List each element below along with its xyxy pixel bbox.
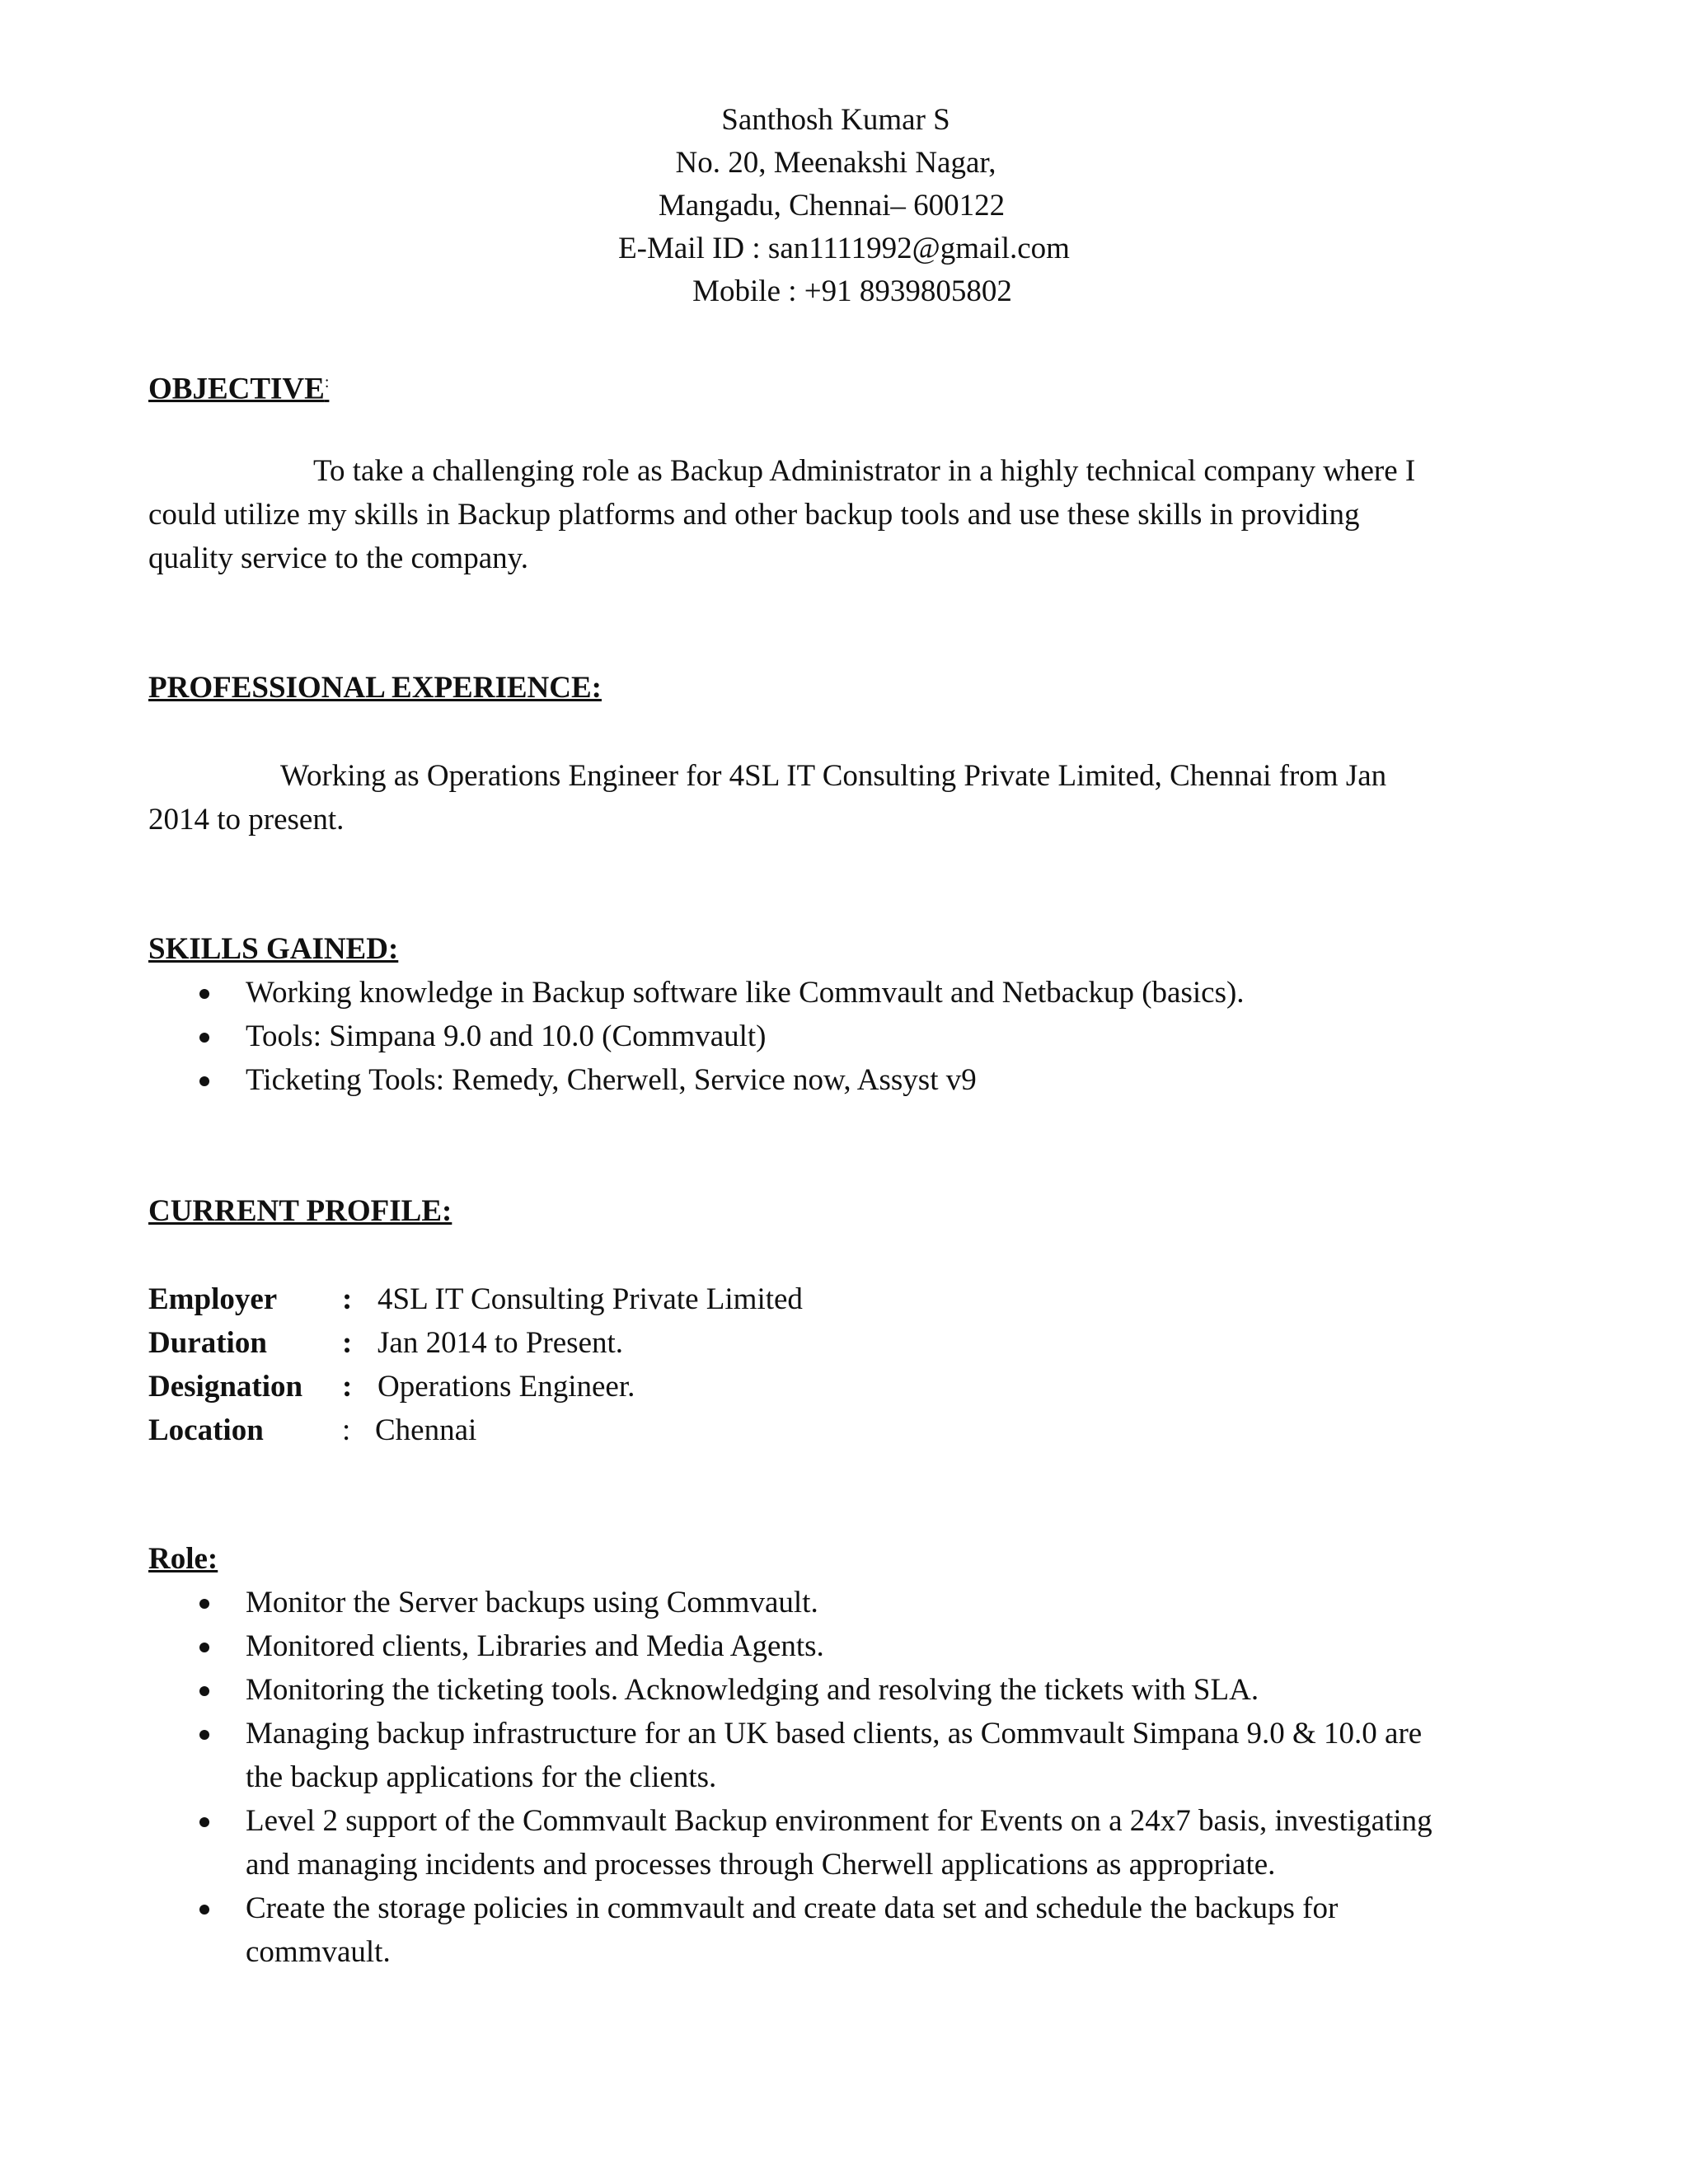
skill-item: Tools: Simpana 9.0 and 10.0 (Commvault): [148, 1015, 1550, 1058]
profile-sep: :: [342, 1282, 353, 1316]
address-line-2: Mangadu, Chennai– 600122: [658, 189, 1006, 223]
role-item: [148, 1624, 1550, 1668]
profile-sep: :: [342, 1370, 353, 1404]
objective-line: quality service to the company.: [148, 541, 528, 575]
role-item-line: Monitor the Server backups using Commvault.: [246, 1586, 818, 1619]
profile-value: 4SL IT Consulting Private Limited: [377, 1282, 803, 1316]
email-line: E-Mail ID : san1111992@gmail.com: [618, 232, 1070, 265]
profile-heading: CURRENT PROFILE:: [148, 1194, 452, 1228]
role-item-line: and managing incidents and processes through Cherwell applications as appropriate.: [246, 1848, 1276, 1882]
skill-item: Ticketing Tools: Remedy, Cherwell, Service now, Assyst v9: [148, 1058, 1550, 1102]
role-item-line: Level 2 support of the Commvault Backup environment for Events on a 24x7 basis, investigating: [246, 1804, 1432, 1838]
profile-row-duration: [148, 1321, 1137, 1365]
contact-header: [0, 99, 1688, 313]
objective-paragraph: [148, 449, 1517, 580]
role-item-line: Managing backup infrastructure for an UK based clients, as Commvault Simpana 9.0 & 10.0 are: [246, 1717, 1423, 1750]
role-list: [148, 1581, 1550, 1974]
profile-key: Employer: [148, 1282, 278, 1316]
profile-table: [148, 1277, 1137, 1452]
profile-row-location: [148, 1408, 1137, 1452]
profile-sep: :: [342, 1326, 353, 1360]
profile-key: Location: [148, 1413, 264, 1447]
experience-line: 2014 to present.: [148, 803, 345, 837]
role-item-line: Create the storage policies in commvault and create data set and schedule the backups for: [246, 1891, 1339, 1925]
objective-heading-text: OBJECTIVE: [148, 372, 325, 406]
profile-sep: :: [342, 1413, 351, 1447]
role-heading: Role:: [148, 1542, 218, 1576]
profile-key: Duration: [148, 1326, 267, 1360]
role-item-line: Monitoring the ticketing tools. Acknowledging and resolving the tickets with SLA.: [246, 1673, 1259, 1707]
skills-list: [148, 971, 1550, 1102]
profile-value: Jan 2014 to Present.: [377, 1326, 624, 1360]
experience-paragraph: [148, 754, 1517, 841]
objective-line: To take a challenging role as Backup Administrator in a highly technical company where I: [313, 454, 1416, 488]
role-item: [148, 1668, 1550, 1712]
role-item: [148, 1581, 1550, 1624]
objective-heading-mark: :: [324, 373, 330, 391]
experience-heading: PROFESSIONAL EXPERIENCE:: [148, 671, 602, 705]
role-item: [148, 1799, 1550, 1886]
profile-value: Chennai: [375, 1413, 477, 1447]
candidate-name: Santhosh Kumar S: [721, 103, 950, 137]
profile-value: Operations Engineer.: [377, 1370, 635, 1404]
skills-heading: SKILLS GAINED:: [148, 932, 399, 966]
objective-line: could utilize my skills in Backup platforms and other backup tools and use these skills in providing: [148, 498, 1360, 532]
address-line-1: No. 20, Meenakshi Nagar,: [675, 146, 996, 180]
profile-row-designation: [148, 1365, 1137, 1408]
role-item-line: Monitored clients, Libraries and Media Agents.: [246, 1629, 824, 1663]
mobile-line: Mobile : +91 8939805802: [692, 274, 1012, 308]
profile-row-employer: [148, 1277, 1137, 1321]
objective-heading: [148, 361, 329, 410]
role-item: [148, 1886, 1550, 1974]
role-item-line: the backup applications for the clients.: [246, 1760, 717, 1794]
skill-item: Working knowledge in Backup software like Commvault and Netbackup (basics).: [148, 971, 1550, 1015]
experience-line: Working as Operations Engineer for 4SL IT Consulting Private Limited, Chennai from Jan: [280, 759, 1387, 793]
role-item-line: commvault.: [246, 1935, 391, 1969]
profile-key: Designation: [148, 1370, 303, 1404]
role-item: [148, 1712, 1550, 1799]
